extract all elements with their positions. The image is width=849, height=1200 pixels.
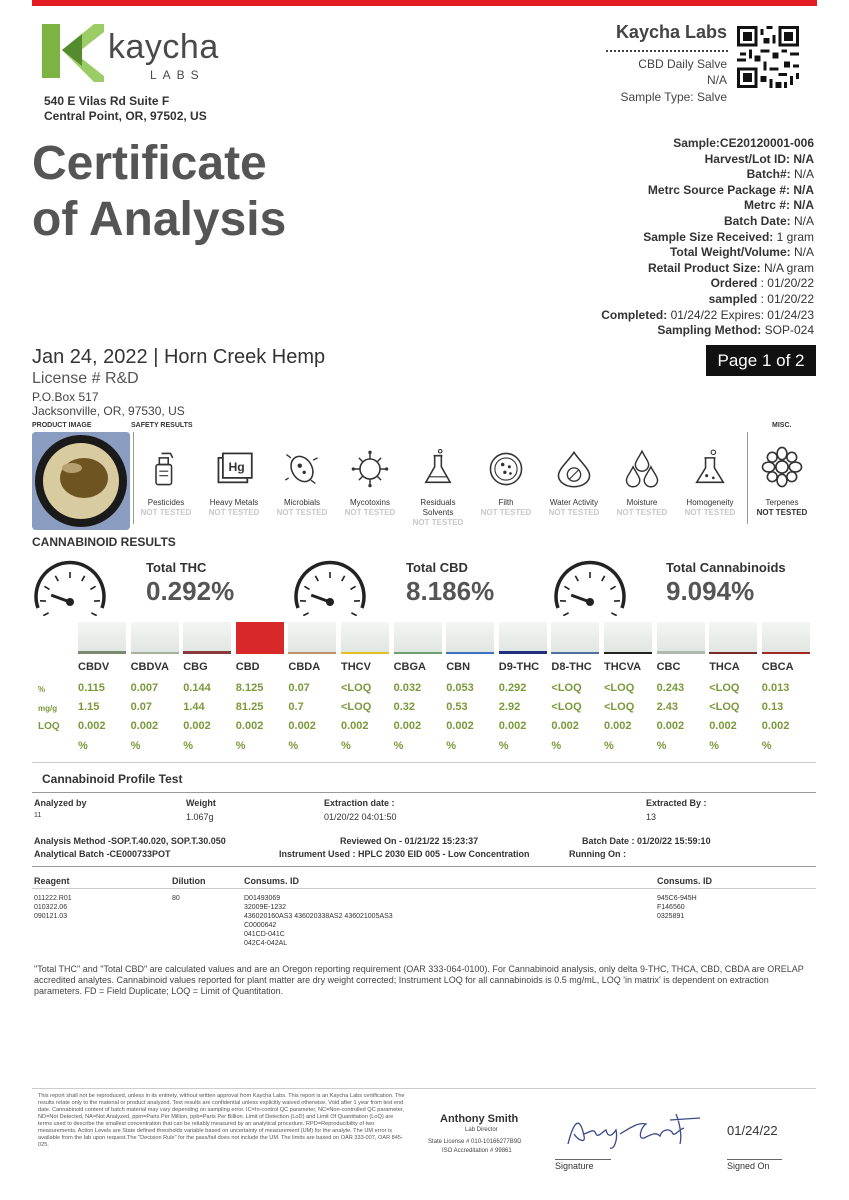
row-label: mg/g — [38, 704, 58, 713]
gauge-icon — [292, 556, 368, 616]
cannabinoid-pct: <LOQ — [709, 682, 740, 694]
divider — [32, 792, 816, 793]
total-value: 9.094% — [666, 576, 755, 606]
drops-icon — [608, 440, 676, 498]
dilution-label: Dilution — [172, 876, 206, 886]
sample-info-label: Sampling Method: — [657, 323, 765, 338]
total-value: 0.292% — [146, 576, 235, 606]
cannabinoid-bar-fill — [183, 651, 231, 652]
sample-info-label: Sample: — [673, 136, 720, 150]
running-on: Running On : — [569, 849, 626, 859]
analytical-batch: Analytical Batch -CE000733POT — [34, 849, 171, 859]
reagent-item: 010322.06 — [34, 904, 68, 911]
cannabinoid-mg: 1.44 — [183, 701, 205, 713]
product-image — [32, 432, 130, 530]
gauge-icon — [32, 556, 108, 616]
divider — [32, 866, 816, 867]
cannabinoid-unit: % — [183, 740, 193, 752]
safety-item-status: NOT TESTED — [480, 508, 532, 517]
consums-item: 042C4-042AL — [244, 940, 288, 947]
safety-item-status: NOT TESTED — [208, 508, 260, 517]
water-drop-icon — [540, 440, 608, 498]
cannabinoid-loq: 0.002 — [656, 720, 685, 732]
total-value: 8.186% — [406, 576, 495, 606]
weight-label: Weight — [186, 798, 216, 808]
logo-subtitle: LABS — [150, 68, 205, 82]
consums-item: 436020160AS3 436020338AS2 436021005AS3 — [244, 913, 393, 920]
signature-label: Signature — [555, 1161, 594, 1171]
cannabinoid-unit: % — [498, 740, 509, 752]
signed-on-line — [727, 1159, 782, 1160]
signer-name: Anthony Smith — [440, 1113, 519, 1125]
cannabinoid-unit: % — [130, 740, 141, 752]
consums-item: 32009E-1232 — [244, 904, 287, 911]
cannabinoid-unit: % — [78, 740, 88, 752]
sample-info-list — [601, 136, 814, 339]
safety-results-label: SAFETY RESULTS — [131, 422, 193, 429]
cannabinoid-bar — [341, 622, 389, 654]
cannabinoid-unit: % — [393, 740, 404, 752]
sample-info-value: N/A — [793, 167, 814, 182]
product-image-label: PRODUCT IMAGE — [32, 422, 92, 429]
dotted-divider — [606, 50, 728, 52]
consums-item: D01493069 — [244, 895, 281, 902]
misc-item-label: Terpenes — [765, 498, 799, 507]
cannabinoid-name: CBG — [183, 661, 208, 673]
iso-accreditation: ISO Accreditation # 99861 — [442, 1148, 512, 1154]
cannabinoid-name: CBGA — [393, 661, 426, 673]
beaker-icon — [676, 440, 744, 498]
cannabinoid-bar — [183, 622, 231, 654]
reagent-item: 011222.R01 — [34, 895, 72, 902]
safety-item-label: Mycotoxins — [349, 498, 390, 507]
cannabinoid-name: THCA — [709, 661, 740, 673]
cannabinoid-mg: 0.53 — [446, 701, 468, 713]
sample-info-label: Sample Size Received: — [643, 229, 777, 244]
cannabinoid-mg: 1.15 — [78, 701, 100, 713]
sample-info-label: Total Weight/Volume: — [669, 245, 794, 260]
flask-icon — [404, 440, 472, 498]
top-accent-bar — [32, 0, 817, 6]
safety-item — [132, 440, 200, 518]
extracted-by-label: Extracted By : — [646, 798, 707, 808]
safety-item — [540, 440, 608, 518]
signature-image — [560, 1110, 710, 1154]
gauge-icon — [552, 556, 628, 616]
cannabinoid-loq: 0.002 — [709, 720, 737, 732]
cannabinoid-pct: 0.115 — [78, 682, 105, 694]
sample-info-label: Batch#: — [746, 167, 794, 182]
extraction-date-value: 01/20/22 04:01:50 — [324, 812, 397, 822]
footnote: "Total THC" and "Total CBD" are calculated values and are an Oregon reporting requirement (OAR 333-064-0100). For Cannabinoid analysis, only delta 9-THC, THCA, CBD, CBDA are ORELAP accredited analytes. Cannabinoid values reported for plant matter are dry weight corrected; Instrument LOQ for all cannabinoids is 0.5 mg/mL, LOQ 'in matrix' is dependent on extraction parameters. FD = Field Duplicate; LOQ = Limit of Quantitation. — [34, 964, 804, 996]
cannabinoid-mg: 0.7 — [288, 701, 304, 713]
cannabinoid-mg: <LOQ — [341, 701, 372, 713]
microbe-icon — [268, 440, 336, 498]
sample-info-row — [601, 183, 814, 199]
safety-item — [200, 440, 268, 518]
sample-info-label: Batch Date: — [723, 213, 794, 228]
client-po-box: P.O.Box 517 — [32, 390, 99, 404]
sample-info-value: 1 gram — [776, 229, 814, 244]
cannabinoid-pct: 0.032 — [393, 682, 422, 694]
sample-info-label: Harvest/Lot ID: — [704, 151, 794, 166]
cannabinoid-unit: % — [341, 740, 351, 752]
sample-info-value: SOP-024 — [764, 323, 814, 338]
cannabinoid-pct: 0.07 — [288, 682, 310, 694]
sample-info-value: N/A gram — [763, 260, 814, 275]
consums-item: 041CD-041C — [244, 931, 285, 938]
signed-date: 01/24/22 — [727, 1123, 778, 1138]
misc-item-status: NOT TESTED — [756, 508, 808, 517]
safety-item — [608, 440, 676, 518]
extracted-by-value: 13 — [646, 812, 657, 822]
reviewed-on: Reviewed On - 01/21/22 15:23:37 — [340, 836, 479, 846]
cannabinoid-unit: % — [235, 740, 246, 752]
safety-item-label: Residuals Solvents — [420, 498, 456, 517]
safety-item-status: NOT TESTED — [276, 508, 328, 517]
cannabinoid-loq: 0.002 — [288, 720, 316, 732]
consums-label-2: Consums. ID — [657, 876, 713, 886]
safety-item-status: NOT TESTED — [344, 508, 396, 517]
cannabinoid-pct: 0.144 — [183, 682, 211, 694]
cannabinoid-pct: <LOQ — [604, 682, 635, 694]
cannabinoid-bar-fill — [78, 651, 126, 652]
sample-info-label: Completed: — [601, 307, 671, 322]
cannabinoid-name: CBDA — [288, 661, 321, 673]
cannabinoid-pct: 0.053 — [446, 682, 474, 694]
divider — [32, 1088, 816, 1089]
cannabinoid-mg: 0.13 — [761, 701, 784, 713]
cannabinoid-mg: 2.92 — [498, 701, 521, 713]
cannabinoid-name: CBN — [446, 661, 471, 673]
sample-info-label: Retail Product Size: — [647, 260, 764, 275]
cannabinoid-name: CBCA — [761, 661, 794, 673]
sample-info-row — [601, 198, 814, 214]
cannabinoid-pct: 0.013 — [761, 682, 790, 694]
qr-code-icon — [737, 26, 799, 88]
profile-title: Cannabinoid Profile Test — [42, 772, 183, 786]
misc-item — [748, 436, 816, 518]
safety-item-label: Moisture — [626, 498, 658, 507]
cannabinoid-loq: 0.002 — [446, 720, 474, 732]
lab-address-line1: 540 E Vilas Rd Suite F — [44, 94, 170, 108]
safety-item-label: Homogeneity — [686, 498, 734, 507]
safety-item-status: NOT TESTED — [548, 508, 600, 517]
total-label: Total Cannabinoids — [666, 560, 786, 575]
analyzed-by-label: Analyzed by — [34, 798, 87, 808]
sample-info-value: CE20120001-006 — [719, 136, 814, 150]
cannabinoid-bar — [551, 622, 599, 654]
cannabinoid-unit: % — [446, 740, 456, 752]
sample-info-value: N/A — [793, 182, 814, 197]
page-indicator: Page 1 of 2 — [706, 345, 816, 376]
safety-item — [404, 440, 472, 528]
cannabinoid-loq: 0.002 — [498, 720, 527, 732]
cannabinoid-mg: <LOQ — [551, 701, 582, 713]
cannabinoid-loq: 0.002 — [130, 720, 159, 732]
safety-item-status: NOT TESTED — [412, 518, 464, 527]
cannabinoid-mg: 0.32 — [393, 701, 416, 713]
sample-info-row — [601, 136, 814, 152]
cannabinoid-name: D8-THC — [551, 661, 592, 673]
weight-value: 1.067g — [186, 812, 214, 822]
cannabinoid-loq: 0.002 — [393, 720, 422, 732]
cannabinoid-bar — [709, 622, 757, 654]
cannabinoid-name: D9-THC — [498, 661, 540, 673]
cannabinoid-name: THCV — [341, 661, 371, 673]
sample-info-value: : 01/20/22 — [760, 291, 814, 306]
cannabinoid-bar — [446, 622, 494, 654]
client-headline: Jan 24, 2022 | Horn Creek Hemp — [32, 346, 326, 368]
safety-item — [472, 440, 540, 518]
safety-item-label: Filth — [498, 498, 514, 507]
analyzed-by-value: 11 — [34, 812, 42, 819]
cannabinoid-bar-fill — [236, 622, 284, 652]
consums-item: F146560 — [657, 904, 685, 911]
page-title-line2: of Analysis — [32, 193, 287, 246]
safety-item-status: NOT TESTED — [684, 508, 736, 517]
signer-title: Lab Director — [465, 1127, 498, 1133]
cannabinoid-loq: 0.002 — [761, 720, 790, 732]
cannabinoid-loq: 0.002 — [341, 720, 369, 732]
divider — [32, 888, 816, 889]
page-title-line1: Certificate — [32, 137, 267, 190]
cannabinoid-unit: % — [761, 740, 772, 752]
sample-info-row — [601, 276, 814, 292]
safety-item — [676, 440, 744, 518]
sample-info-label: Ordered — [710, 276, 761, 291]
safety-item-label: Pesticides — [147, 498, 185, 507]
sample-info-value: : 01/20/22 — [760, 276, 814, 291]
batch-date: Batch Date : 01/20/22 15:59:10 — [582, 836, 711, 846]
sample-info-row — [601, 245, 814, 261]
consums-item: 0325891 — [657, 913, 685, 920]
cannabinoid-bar — [762, 622, 810, 654]
safety-item — [268, 440, 336, 518]
sample-info-value: 01/24/22 Expires: 01/24/23 — [670, 307, 814, 322]
reagent-item: 090121.03 — [34, 913, 68, 920]
cannabinoid-unit: % — [709, 740, 719, 752]
dilution-value: 80 — [172, 895, 180, 902]
consums-item: 945C6-945H — [657, 895, 697, 902]
client-city: Jacksonville, OR, 97530, US — [32, 404, 185, 418]
sample-info-label: Metrc #: — [743, 198, 794, 213]
cannabinoid-loq: 0.002 — [551, 720, 579, 732]
safety-item-status: NOT TESTED — [140, 508, 192, 517]
sample-info-row — [601, 152, 814, 168]
cannabinoid-pct: <LOQ — [551, 682, 582, 694]
safety-item — [336, 440, 404, 518]
sample-info-row — [601, 261, 814, 277]
client-license: License # R&D — [32, 370, 139, 387]
cannabinoid-mg: <LOQ — [709, 701, 740, 713]
cannabinoid-loq: 0.002 — [235, 720, 264, 732]
total-label: Total THC — [146, 560, 207, 575]
total-label: Total CBD — [406, 560, 468, 575]
cannabinoid-loq: 0.002 — [183, 720, 211, 732]
cannabinoid-pct: 0.007 — [130, 682, 159, 694]
sample-info-value: N/A — [793, 151, 814, 166]
svg-text:Hg: Hg — [228, 460, 245, 475]
instrument-used: Instrument Used : HPLC 2030 EID 005 - Low Concentration — [279, 849, 530, 859]
consums-label: Consums. ID — [244, 876, 300, 886]
cannabinoid-bar — [394, 622, 442, 654]
state-license: State License # 010-10166277B9D — [428, 1139, 522, 1145]
cannabinoid-unit: % — [288, 740, 299, 752]
sample-type: Sample Type: Salve — [620, 90, 727, 104]
sample-info-row — [601, 230, 814, 246]
cannabinoid-mg: 81.25 — [235, 701, 264, 713]
cannabinoid-loq: 0.002 — [78, 720, 106, 732]
sample-info-row — [601, 167, 814, 183]
cannabinoid-mg: 0.07 — [130, 701, 153, 713]
safety-item-label: Microbials — [283, 498, 320, 507]
row-label: % — [38, 685, 46, 694]
misc-label: MISC. — [772, 422, 792, 429]
cannabinoid-bar-fill — [499, 651, 547, 652]
cannabinoid-bar — [236, 622, 284, 654]
heavy-metals-icon — [200, 440, 268, 498]
cannabinoid-unit: % — [551, 740, 562, 752]
sample-info-row — [601, 323, 814, 339]
sample-info-label: sampled — [708, 291, 761, 306]
safety-item-status: NOT TESTED — [616, 508, 668, 517]
cannabinoid-pct: 0.292 — [498, 682, 527, 694]
footer-disclaimer: This report shall not be reproduced, unless in its entirety, without written approval from Kaycha Labs. This report is an Kaycha Labs certification. The results relate only to the material or product analyzed. Test results are confidential unless explicitly waived otherwise. Void after 1 year from test end date. Cannabinoid content of batch material may vary depending on sampling error. IC=In-control QC parameter, NC=Non-controlled QC parameter, ND=Not Detected, NA=Not Analyzed, ppm=Parts Per Million, ppb=Parts Per Billion. Limit of Detection (LoD) and Limit Of Quantitation (LoQ) are terms used to describe the smallest concentration that can be reliably measured by an analytical procedure. RPD=Reproducibility of two measurements. Action Levels are State defined thresholds variable based on uncertainty of measurement (UM) for the analyte. The UM error is available from the lab upon request.The "Decision Rule" for the pass/fail does not include the UM. The limits are based on OAR 333-007, OAR 845-025. — [38, 1093, 405, 1148]
cannabinoid-name: CBDV — [78, 661, 110, 673]
cannabinoid-bar — [499, 622, 547, 654]
sample-info-label: Metrc Source Package #: — [647, 182, 794, 197]
lab-address-line2: Central Point, OR, 97502, US — [44, 109, 207, 123]
sample-info-value: N/A — [793, 198, 814, 213]
cannabinoid-bar — [78, 622, 126, 654]
analysis-method: Analysis Method -SOP.T.40.020, SOP.T.30.050 — [34, 836, 226, 846]
cannabinoid-bar — [288, 622, 336, 654]
consums-item: C0000642 — [244, 922, 277, 929]
reagent-label: Reagent — [34, 876, 70, 886]
cannabinoid-name: CBD — [235, 661, 260, 673]
cannabinoid-unit: % — [656, 740, 667, 752]
flower-icon — [748, 436, 816, 498]
logo-wordmark: kaycha — [108, 28, 219, 66]
cannabinoid-name: CBDVA — [130, 661, 169, 673]
sample-info-value: N/A — [793, 245, 814, 260]
virus-icon — [336, 440, 404, 498]
cannabinoid-name: CBC — [656, 661, 681, 673]
cannabinoid-name: THCVA — [604, 661, 642, 673]
safety-item-label: Water Activity — [549, 498, 599, 507]
divider — [32, 762, 816, 763]
sample-info-value: N/A — [793, 213, 814, 228]
sample-info-row — [601, 308, 814, 324]
product-na: N/A — [706, 73, 727, 87]
cannabinoid-mg: 2.43 — [656, 701, 679, 713]
safety-item-label: Heavy Metals — [209, 498, 259, 507]
spray-bottle-icon — [132, 440, 200, 498]
signed-on-label: Signed On — [727, 1161, 770, 1171]
row-label: LOQ — [38, 721, 60, 732]
cannabinoid-results-title: CANNABINOID RESULTS — [32, 535, 176, 549]
sample-info-row — [601, 214, 814, 230]
sample-info-row — [601, 292, 814, 308]
cannabinoid-pct: <LOQ — [341, 682, 372, 694]
cannabinoid-bar — [131, 622, 179, 654]
lab-name: Kaycha Labs — [615, 22, 727, 42]
signature-line — [555, 1159, 611, 1160]
cannabinoid-bar-fill — [657, 651, 705, 652]
extraction-date-label: Extraction date : — [324, 798, 395, 808]
cannabinoid-loq: 0.002 — [604, 720, 632, 732]
cannabinoid-mg: <LOQ — [604, 701, 635, 713]
cannabinoid-bar — [604, 622, 652, 654]
petri-dish-icon — [472, 440, 540, 498]
product-name: CBD Daily Salve — [638, 57, 727, 71]
cannabinoid-pct: 0.243 — [656, 682, 685, 694]
cannabinoid-pct: 8.125 — [235, 682, 264, 694]
cannabinoid-unit: % — [604, 740, 614, 752]
cannabinoid-bar — [657, 622, 705, 654]
